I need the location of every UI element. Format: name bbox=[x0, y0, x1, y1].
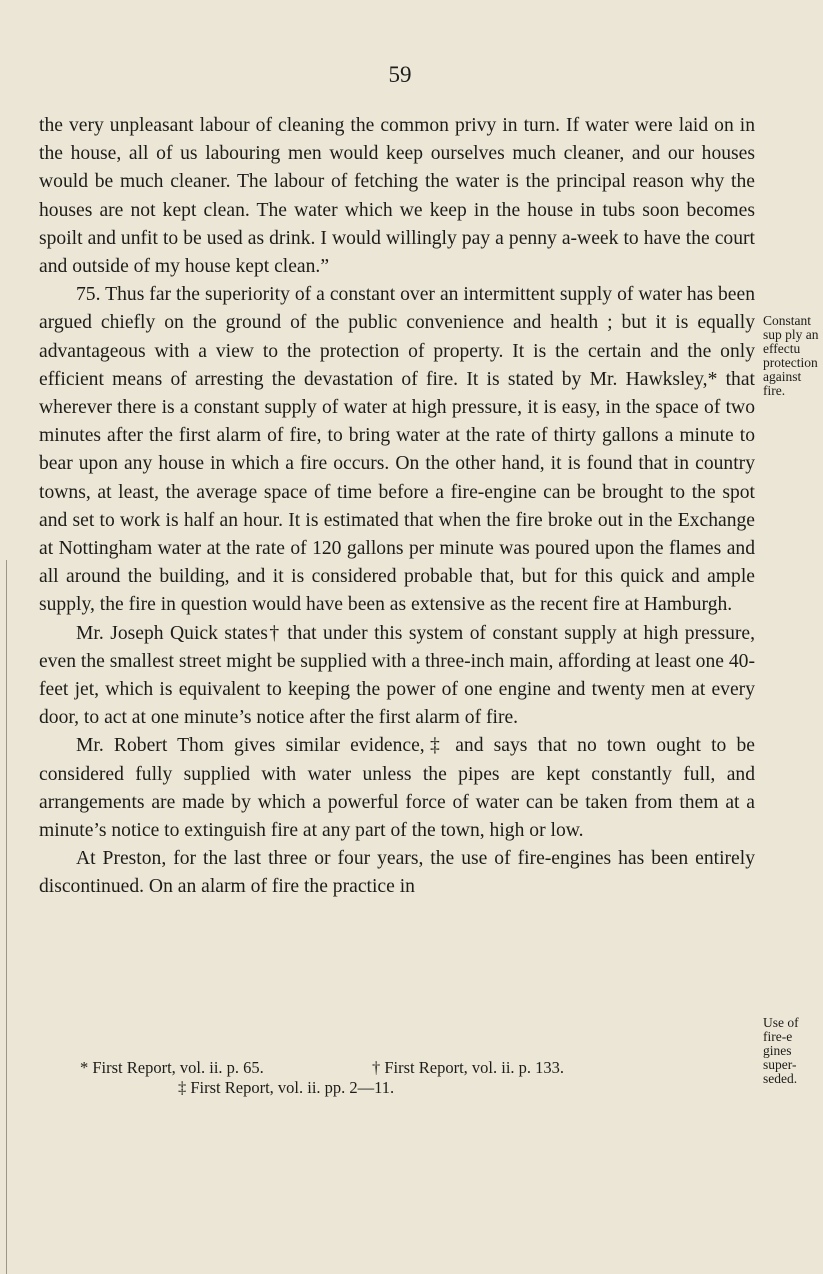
page-edge-line bbox=[6, 560, 7, 1274]
footnotes bbox=[80, 1058, 640, 1098]
footnote-1: * First Report, vol. ii. p. 65. bbox=[80, 1058, 264, 1077]
footnote-3: ‡ First Report, vol. ii. pp. 2—11. bbox=[178, 1078, 395, 1097]
paragraph-5: At Preston, for the last three or four years, the use of fire-engines has been entirely discontinued. On an alarm of fire the practice in bbox=[39, 848, 755, 898]
footnote-2: † First Report, vol. ii. p. 133. bbox=[372, 1058, 565, 1077]
margin-note-fire-protection: Constant sup ply an effectu protection against fire. bbox=[763, 313, 819, 398]
paragraph-1: the very unpleasant labour of cleaning the common privy in turn. If water were laid on in the house, all of us labouring men would keep ourselves much cleaner, and our houses would be much cleaner. The labour of fetching the water is the principal reason why the houses are not kept clean. The water which we keep in the house in tubs soon becomes spoilt and unfit to be used as drink. I would willingly pay a penny a-week to have the court and outside of my house kept clean.” bbox=[39, 115, 755, 278]
paragraph-3: Mr. Joseph Quick states† that under this system of constant supply at high pressure, even the smallest street might be supplied with a three-inch main, affording at least one 40-feet jet, which is equivalent to keeping the power of one engine and twenty men at every door, to act at one minute’s notice after the first alarm of fire. bbox=[39, 622, 755, 729]
margin-note-fire-engines: Use of fire-e gines super- seded. bbox=[763, 1015, 799, 1086]
page-number: 59 bbox=[388, 62, 412, 87]
body-text bbox=[39, 112, 755, 902]
paragraph-4: Mr. Robert Thom gives similar evidence,‡ and says that no town ought to be considered fully supplied with water unless the pipes are kept constantly full, and arrangements are made by which a powerful force of water can be taken from them at a minute’s notice to extinguish fire at any part of the town, high or low. bbox=[39, 735, 755, 842]
paragraph-2: 75. Thus far the superiority of a constant over an intermittent supply of water has been argued chiefly on the ground of the public convenience and health ; but it is equally advantageous with a view to the protection of property. It is the certain and the only efficient means of arresting the devastation of fire. It is stated by Mr. Hawksley,* that wherever there is a constant supply of water at high pressure, it is easy, in the space of two minutes after the first alarm of fire, to bring water at the rate of thirty gallons a minute to bear upon any house in which a fire occurs. On the other hand, it is found that in country towns, at least, the average space of time before a fire-engine can be brought to the spot and set to work is half an hour. It is estimated that when the fire broke out in the Exchange at Nottingham water at the rate of 120 gallons per minute was poured upon the flames and all around the building, and it is considered probable that, but for this quick and ample supply, the fire in question would have been as extensive as the recent fire at Hamburgh. bbox=[39, 284, 755, 616]
